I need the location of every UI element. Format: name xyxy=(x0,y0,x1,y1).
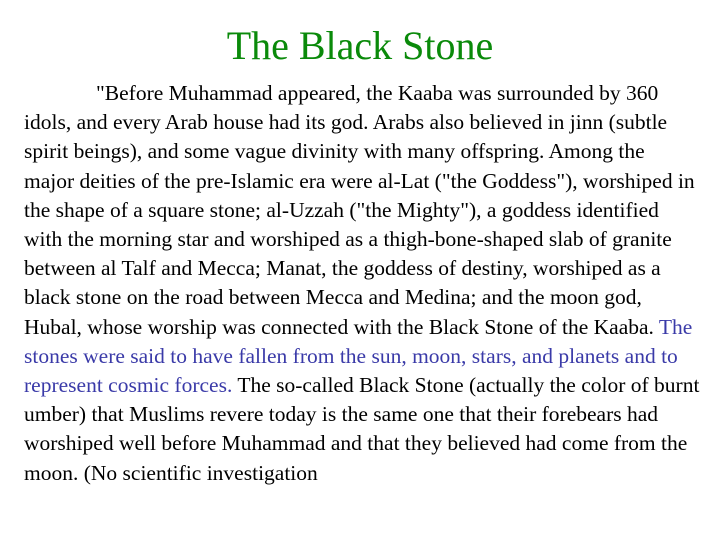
body-paragraph xyxy=(24,79,700,488)
slide-title: The Black Stone xyxy=(226,23,494,68)
paragraph-text-part2: The so-called Black Stone (actually the color of burnt umber) that Muslims revere today is the same one that their forebears had worshiped well before Muhammad and that they believed had come from the moon. (No scientific investigation xyxy=(24,373,700,485)
paragraph-highlighted-text: The stones were said to have fallen from the sun, moon, stars, and planets and to represent cosmic forces. xyxy=(24,314,693,398)
paragraph-text-part1: "Before Muhammad appeared, the Kaaba was surrounded by 360 idols, and every Arab house had its god. Arabs also believed in jinn (subtle spirit beings), and some vague divinity with many offspring. Among the major deities of the pre-Islamic era were al-Lat ("the Goddess"), worshiped in the shape of a square stone; al-Uzzah ("the Mighty"), a goddess identified with the morning star and worshiped as a thigh-bone-shaped slab of granite between al Talf and Mecca; Manat, the goddess of destiny, worshiped as a black stone on the road between Mecca and Medina; and the moon god, Hubal, whose worship was connected with the Black Stone of the Kaaba. xyxy=(24,81,695,339)
